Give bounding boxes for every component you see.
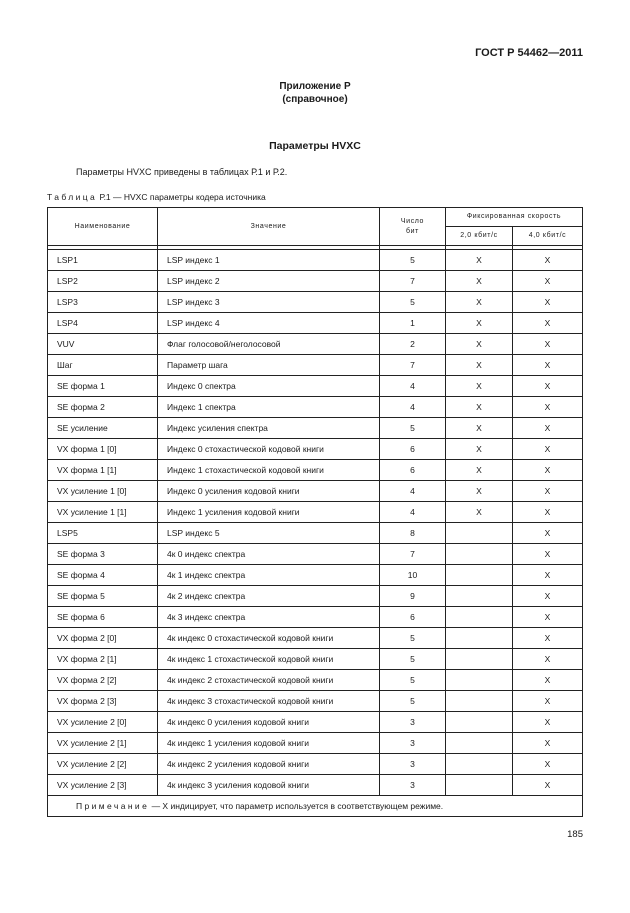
param-name-cell: LSP5 [48, 523, 158, 544]
param-name-cell: VX форма 1 [0] [48, 439, 158, 460]
param-name-cell: SE форма 2 [48, 397, 158, 418]
rate-2k-cell [446, 586, 513, 607]
param-value-cell: 4к индекс 1 стохастической кодовой книги [158, 649, 380, 670]
bit-count-cell: 7 [380, 271, 446, 292]
rate-4k-cell: X [513, 439, 583, 460]
rate-2k-cell: X [446, 313, 513, 334]
table-caption-word: Таблица [47, 192, 98, 202]
param-value-cell: Индекс усиления спектра [158, 418, 380, 439]
table-row [48, 334, 583, 355]
rate-2k-cell [446, 754, 513, 775]
table-row [48, 649, 583, 670]
param-name-cell: VX форма 2 [2] [48, 670, 158, 691]
param-value-cell: 4к индекс 0 стохастической кодовой книги [158, 628, 380, 649]
table-caption-text: Р.1 — HVXC параметры кодера источника [97, 192, 266, 202]
param-name-cell: LSP4 [48, 313, 158, 334]
param-value-cell: Индекс 0 усиления кодовой книги [158, 481, 380, 502]
section-title: Параметры HVXC [269, 140, 361, 152]
bit-count-cell: 5 [380, 670, 446, 691]
rate-4k-cell: X [513, 544, 583, 565]
rate-4k-cell: X [513, 733, 583, 754]
rate-4k-cell: X [513, 376, 583, 397]
rate-4k-cell: X [513, 775, 583, 796]
table-row [48, 418, 583, 439]
rate-4k-cell: X [513, 502, 583, 523]
rate-2k-cell: X [446, 250, 513, 271]
bit-count-cell: 4 [380, 376, 446, 397]
table-row [48, 355, 583, 376]
rate-2k-cell [446, 670, 513, 691]
bit-count-cell: 8 [380, 523, 446, 544]
param-name-cell: VX форма 1 [1] [48, 460, 158, 481]
page-number: 185 [567, 829, 583, 840]
bit-count-cell: 6 [380, 460, 446, 481]
table-row [48, 313, 583, 334]
table-caption [47, 192, 266, 202]
param-name-cell: VX форма 2 [0] [48, 628, 158, 649]
appendix-title: Приложение Р [279, 81, 351, 92]
rate-2k-cell: X [446, 271, 513, 292]
param-value-cell: 4к 0 индекс спектра [158, 544, 380, 565]
header-bits-line2: бит [406, 227, 419, 235]
table-row [48, 733, 583, 754]
param-value-cell: Флаг голосовой/неголосовой [158, 334, 380, 355]
bit-count-cell: 5 [380, 649, 446, 670]
rate-2k-cell [446, 544, 513, 565]
table-row [48, 712, 583, 733]
rate-2k-cell [446, 628, 513, 649]
param-value-cell: Индекс 0 спектра [158, 376, 380, 397]
rate-2k-cell [446, 565, 513, 586]
table-header [48, 208, 583, 246]
appendix-subtitle: (справочное) [282, 94, 348, 105]
table-row [48, 523, 583, 544]
rate-2k-cell: X [446, 334, 513, 355]
table-note [48, 796, 583, 817]
param-name-cell: SE усиление [48, 418, 158, 439]
bit-count-cell: 4 [380, 502, 446, 523]
param-name-cell: VX усиление 1 [1] [48, 502, 158, 523]
param-name-cell: VX форма 2 [3] [48, 691, 158, 712]
rate-2k-cell [446, 523, 513, 544]
param-value-cell: Параметр шага [158, 355, 380, 376]
rate-4k-cell: X [513, 523, 583, 544]
rate-4k-cell: X [513, 271, 583, 292]
rate-2k-cell [446, 775, 513, 796]
rate-4k-cell: X [513, 334, 583, 355]
rate-4k-cell: X [513, 481, 583, 502]
intro-paragraph: Параметры HVXC приведены в таблицах Р.1 и Р.2. [76, 167, 288, 177]
param-value-cell: 4к 2 индекс спектра [158, 586, 380, 607]
param-name-cell: VX усиление 1 [0] [48, 481, 158, 502]
rate-2k-cell: X [446, 355, 513, 376]
bit-count-cell: 5 [380, 250, 446, 271]
rate-4k-cell: X [513, 313, 583, 334]
param-value-cell: 4к индекс 0 усиления кодовой книги [158, 712, 380, 733]
param-name-cell: VUV [48, 334, 158, 355]
rate-4k-cell: X [513, 397, 583, 418]
table-note-text: — X индицирует, что параметр используется в соответствующем режиме. [149, 801, 444, 811]
rate-4k-cell: X [513, 355, 583, 376]
table-row [48, 502, 583, 523]
bit-count-cell: 3 [380, 712, 446, 733]
bit-count-cell: 7 [380, 355, 446, 376]
table-row [48, 460, 583, 481]
table-note-row [48, 796, 583, 817]
param-name-cell: VX усиление 2 [2] [48, 754, 158, 775]
table-row [48, 691, 583, 712]
bit-count-cell: 3 [380, 733, 446, 754]
param-value-cell: Индекс 1 усиления кодовой книги [158, 502, 380, 523]
param-value-cell: LSP индекс 1 [158, 250, 380, 271]
rate-2k-cell [446, 649, 513, 670]
table-note-word: Примечание [76, 801, 150, 811]
param-value-cell: Индекс 1 спектра [158, 397, 380, 418]
standard-designation: ГОСТ Р 54462—2011 [475, 47, 583, 59]
rate-4k-cell: X [513, 754, 583, 775]
rate-4k-cell: X [513, 628, 583, 649]
param-name-cell: SE форма 4 [48, 565, 158, 586]
rate-4k-cell: X [513, 460, 583, 481]
bit-count-cell: 5 [380, 292, 446, 313]
rate-2k-cell: X [446, 481, 513, 502]
param-value-cell: Индекс 1 стохастической кодовой книги [158, 460, 380, 481]
table-row [48, 775, 583, 796]
rate-4k-cell: X [513, 691, 583, 712]
rate-4k-cell: X [513, 607, 583, 628]
rate-2k-cell [446, 733, 513, 754]
param-value-cell: LSP индекс 5 [158, 523, 380, 544]
bit-count-cell: 5 [380, 691, 446, 712]
hvxc-parameters-table [47, 207, 583, 817]
table-row [48, 670, 583, 691]
rate-2k-cell: X [446, 397, 513, 418]
rate-4k-cell: X [513, 649, 583, 670]
table-row [48, 481, 583, 502]
param-name-cell: LSP3 [48, 292, 158, 313]
header-rate-2k: 2,0 кбит/с [446, 227, 513, 246]
bit-count-cell: 4 [380, 397, 446, 418]
param-name-cell: SE форма 6 [48, 607, 158, 628]
table-row [48, 376, 583, 397]
param-name-cell: VX усиление 2 [3] [48, 775, 158, 796]
table-row [48, 271, 583, 292]
rate-2k-cell: X [446, 502, 513, 523]
param-name-cell: SE форма 1 [48, 376, 158, 397]
param-value-cell: 4к 1 индекс спектра [158, 565, 380, 586]
rate-2k-cell: X [446, 418, 513, 439]
bit-count-cell: 3 [380, 775, 446, 796]
param-value-cell: 4к индекс 3 усиления кодовой книги [158, 775, 380, 796]
bit-count-cell: 6 [380, 439, 446, 460]
rate-2k-cell: X [446, 376, 513, 397]
param-name-cell: VX усиление 2 [1] [48, 733, 158, 754]
table-row [48, 544, 583, 565]
header-fixed-rate: Фиксированная скорость [446, 208, 583, 227]
param-name-cell: LSP2 [48, 271, 158, 292]
rate-2k-cell [446, 691, 513, 712]
param-name-cell: Шаг [48, 355, 158, 376]
param-value-cell: 4к индекс 2 усиления кодовой книги [158, 754, 380, 775]
header-rate-4k: 4,0 кбит/с [513, 227, 583, 246]
rate-4k-cell: X [513, 586, 583, 607]
table-row [48, 586, 583, 607]
rate-2k-cell [446, 607, 513, 628]
bit-count-cell: 9 [380, 586, 446, 607]
rate-2k-cell: X [446, 292, 513, 313]
bit-count-cell: 3 [380, 754, 446, 775]
param-name-cell: SE форма 5 [48, 586, 158, 607]
header-bits-line1: Число [400, 217, 425, 225]
rate-4k-cell: X [513, 418, 583, 439]
bit-count-cell: 5 [380, 418, 446, 439]
param-value-cell: LSP индекс 2 [158, 271, 380, 292]
table-row [48, 397, 583, 418]
bit-count-cell: 10 [380, 565, 446, 586]
param-name-cell: VX форма 2 [1] [48, 649, 158, 670]
rate-4k-cell: X [513, 565, 583, 586]
param-name-cell: VX усиление 2 [0] [48, 712, 158, 733]
rate-2k-cell [446, 712, 513, 733]
param-value-cell: 4к индекс 2 стохастической кодовой книги [158, 670, 380, 691]
table-row [48, 250, 583, 271]
rate-2k-cell: X [446, 460, 513, 481]
param-value-cell: 4к 3 индекс спектра [158, 607, 380, 628]
rate-2k-cell: X [446, 439, 513, 460]
table-row [48, 439, 583, 460]
table-row [48, 628, 583, 649]
param-value-cell: LSP индекс 4 [158, 313, 380, 334]
bit-count-cell: 4 [380, 481, 446, 502]
bit-count-cell: 7 [380, 544, 446, 565]
rate-4k-cell: X [513, 670, 583, 691]
header-bits [380, 208, 446, 246]
param-value-cell: LSP индекс 3 [158, 292, 380, 313]
table-row [48, 754, 583, 775]
param-value-cell: Индекс 0 стохастической кодовой книги [158, 439, 380, 460]
rate-4k-cell: X [513, 712, 583, 733]
bit-count-cell: 5 [380, 628, 446, 649]
rate-4k-cell: X [513, 250, 583, 271]
table-body [48, 246, 583, 796]
param-value-cell: 4к индекс 3 стохастической кодовой книги [158, 691, 380, 712]
table-row [48, 292, 583, 313]
appendix-heading [0, 80, 630, 106]
table-row [48, 565, 583, 586]
param-name-cell: SE форма 3 [48, 544, 158, 565]
rate-4k-cell: X [513, 292, 583, 313]
table-row [48, 607, 583, 628]
param-value-cell: 4к индекс 1 усиления кодовой книги [158, 733, 380, 754]
param-name-cell: LSP1 [48, 250, 158, 271]
header-value: Значение [158, 208, 380, 246]
bit-count-cell: 2 [380, 334, 446, 355]
bit-count-cell: 1 [380, 313, 446, 334]
header-name: Наименование [48, 208, 158, 246]
bit-count-cell: 6 [380, 607, 446, 628]
